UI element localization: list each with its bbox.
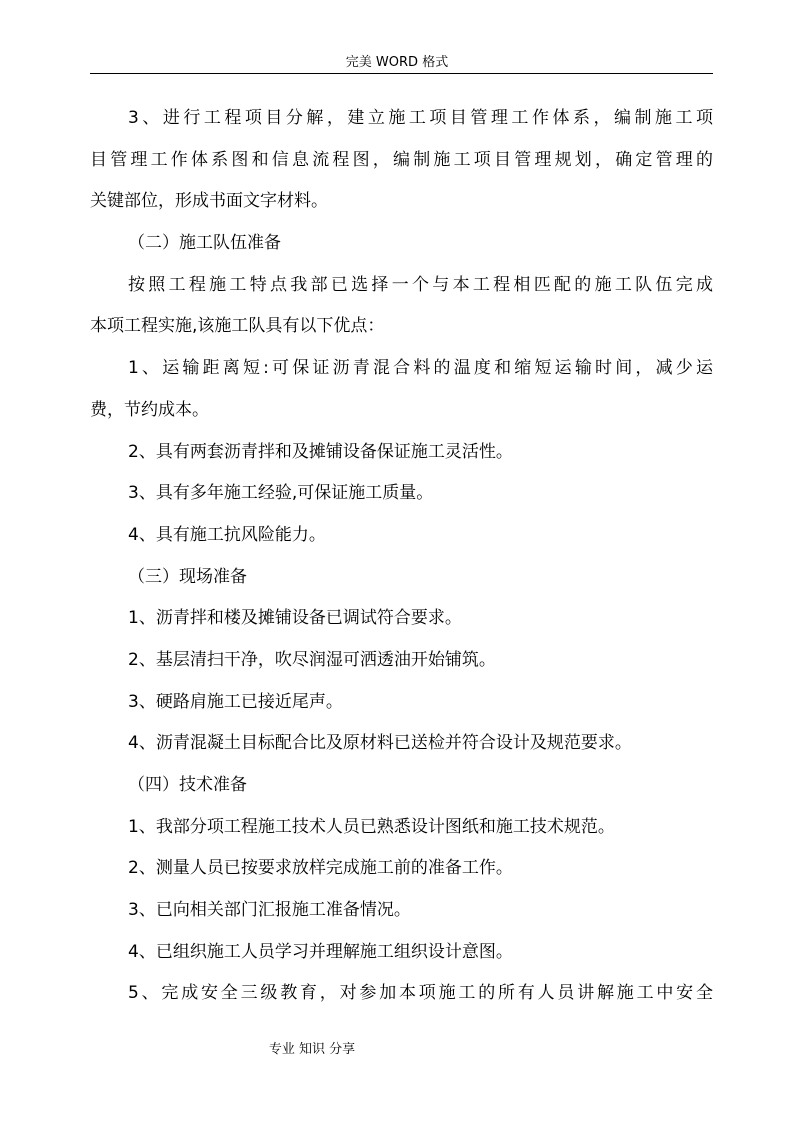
text-line-1: 3、进行工程项目分解，建立施工项目管理工作体系，编制施工项	[128, 108, 713, 128]
text-line-9: 2、具有两套沥青拌和及摊铺设备保证施工灵活性。	[128, 441, 513, 462]
text-line-6: 本项工程实施,该施工队具有以下优点：	[90, 316, 385, 337]
text-line-18: 1、我部分项工程施工技术人员已熟悉设计图纸和施工技术规范。	[128, 816, 615, 837]
page-footer: 专业 知识 分享	[268, 1042, 356, 1057]
text-line-14: 2、基层清扫干净，吹尽润湿可洒透油开始铺筑。	[128, 649, 496, 670]
text-line-15: 3、硬路肩施工已接近尾声。	[128, 691, 343, 712]
text-line-22: 5、完成安全三级教育，对参加本项施工的所有人员讲解施工中安全	[128, 983, 713, 1004]
section-heading-technical: （四）技术准备	[128, 775, 247, 795]
text-line-13: 1、沥青拌和楼及摊铺设备已调试符合要求。	[128, 608, 462, 629]
text-line-19: 2、测量人员已按要求放样完成施工前的准备工作。	[128, 858, 513, 879]
text-line-20: 3、已向相关部门汇报施工准备情况。	[128, 900, 411, 921]
text-line-7: 1、运输距离短:可保证沥青混合料的温度和缩短运输时间，减少运	[128, 358, 713, 379]
text-line-10: 3、具有多年施工经验,可保证施工质量。	[128, 483, 434, 504]
text-line-5: 按照工程施工特点我部已选择一个与本工程相匹配的施工队伍完成	[128, 274, 713, 295]
header-rule	[90, 73, 713, 74]
text-line-21: 4、已组织施工人员学习并理解施工组织设计意图。	[128, 941, 513, 962]
section-heading-site: （三）现场准备	[128, 566, 247, 587]
section-heading-team: （二）施工队伍准备	[128, 233, 281, 254]
text-line-11: 4、具有施工抗风险能力。	[128, 524, 326, 545]
text-line-8: 费，节约成本。	[90, 399, 209, 420]
text-line-3: 关键部位，形成书面文字材料。	[90, 191, 328, 212]
text-line-16: 4、沥青混凝土目标配合比及原材料已送检并符合设计及规范要求。	[128, 733, 632, 754]
document-body	[90, 98, 713, 1015]
text-line-2: 目管理工作体系图和信息流程图，编制施工项目管理规划，确定管理的	[90, 149, 713, 170]
page-header: 完美 WORD 格式	[345, 55, 449, 70]
